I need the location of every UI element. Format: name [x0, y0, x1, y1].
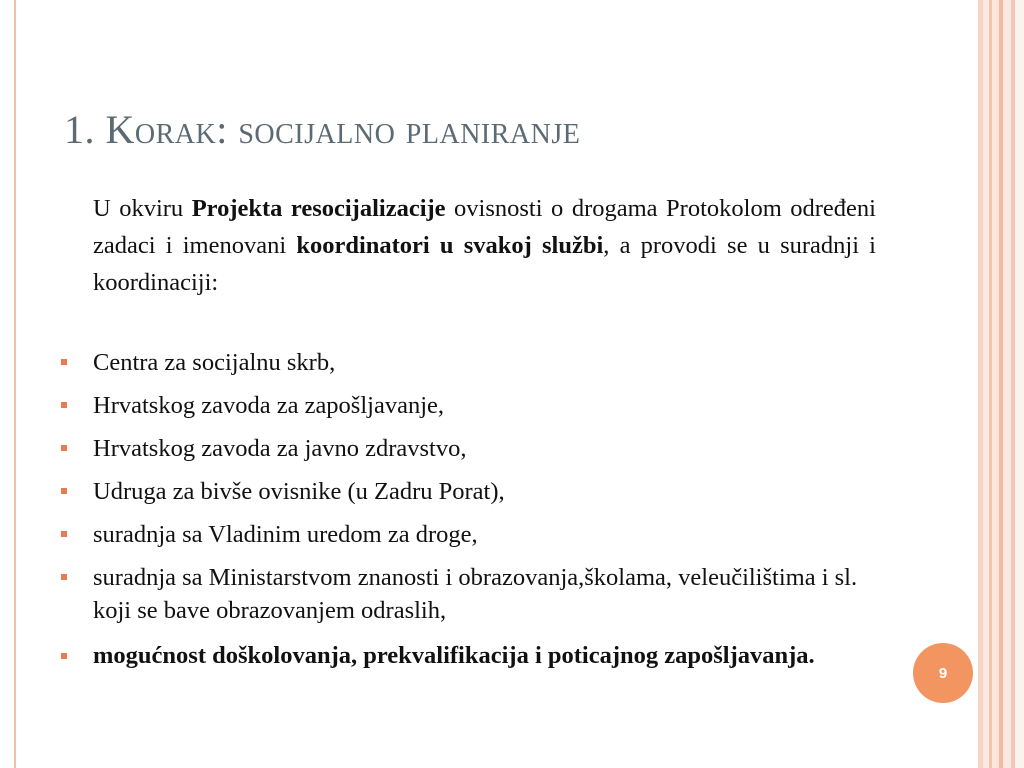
- square-bullet-icon: [61, 574, 67, 580]
- list-item: Udruga za bivše ovisnike (u Zadru Porat),: [60, 475, 890, 508]
- square-bullet-icon: [61, 653, 67, 659]
- decor-stripe: [1015, 0, 1024, 768]
- intro-paragraph: [93, 190, 876, 301]
- list-item-bold: mogućnost doškolovanja, prekvalifikacija i poticajnog zapošljavanja.: [60, 637, 890, 675]
- intro-text: , a provodi se u suradnji i koordinaciji:: [93, 232, 876, 296]
- intro-bold-coordinators: koordinatori u svakoj službi: [296, 232, 604, 259]
- intro-text: U okviru: [93, 195, 192, 222]
- square-bullet-icon: [61, 531, 67, 537]
- list-item: Hrvatskog zavoda za zapošljavanje,: [60, 389, 890, 422]
- title-number: 1.: [64, 107, 95, 152]
- page-number: 9: [938, 664, 948, 682]
- slide-title: [64, 106, 944, 153]
- decor-stripe: [1003, 0, 1011, 768]
- intro-text: ovisnosti o drogama Protokolom određeni zadaci i imenovani: [93, 195, 876, 259]
- square-bullet-icon: [61, 402, 67, 408]
- list-item: Hrvatskog zavoda za javno zdravstvo,: [60, 432, 890, 465]
- list-item: Centra za socijalnu skrb,: [60, 346, 890, 379]
- left-border-line: [14, 0, 16, 768]
- page-number-badge: [913, 643, 973, 703]
- intro-bold-project: Projekta resocijalizacije: [191, 195, 446, 222]
- list-item: suradnja sa Vladinim uredom za droge,: [60, 518, 890, 551]
- square-bullet-icon: [61, 359, 67, 365]
- square-bullet-icon: [61, 488, 67, 494]
- square-bullet-icon: [61, 445, 67, 451]
- title-text: Korak: socijalno planiranje: [105, 107, 581, 152]
- decor-stripe: [992, 0, 999, 768]
- list-item: suradnja sa Ministarstvom znanosti i obrazovanja,školama, veleučilištima i sl. koji se bave obrazovanjem odraslih,: [60, 561, 890, 627]
- bullet-list: [60, 346, 890, 685]
